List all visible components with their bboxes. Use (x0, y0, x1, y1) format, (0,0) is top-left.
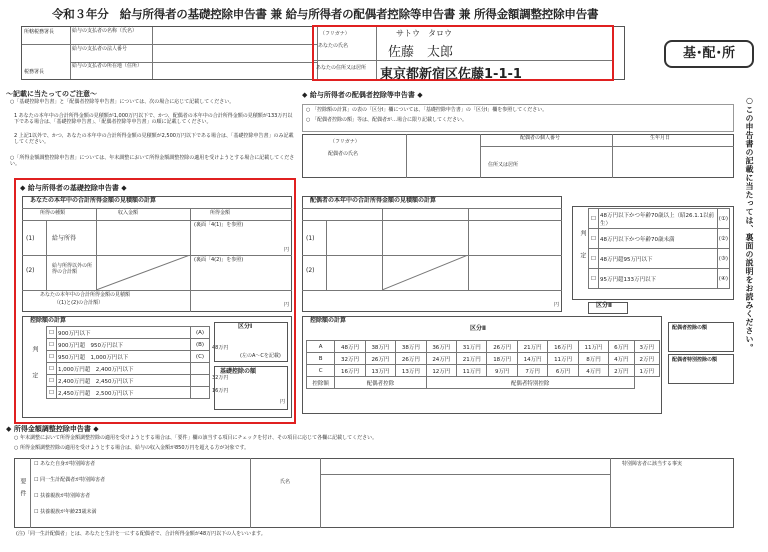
spouse-deduction-label: 配偶者控除の額 (672, 325, 708, 331)
yoken-label: 要件 (18, 478, 26, 502)
page-title: 令和３年分 給与所得者の基礎控除申告書 兼 給与所得者の配偶者控除等申告書 兼 所得金額調整控除申告書 (52, 7, 599, 21)
amount-48: 48万円 (212, 345, 229, 351)
basic-deduction-title: 控除額の計算 (30, 317, 67, 324)
family-name-label: 氏名 (280, 479, 291, 485)
ref-1: (裏面「4(1)」を参照) (194, 222, 244, 228)
class1-note: (左のA～Cを記載) (240, 353, 281, 359)
side-note: ○この申告書の記載に当たっては、裏面の説明をお読みください。 (745, 96, 754, 352)
spouse-class-table: A 48万円 38万円 38万円 36万円 31万円 26万円 21万円 16万円 11万円 6万円 3万円 B 32万円 26万円 26万円 24万円 21万円 18万円 14万円 11万円 8万円 4万円 2万円 C 16万円 13万円 13万円 12万円 11万円 9万円 7万円 6万円 4万円 2万円 1万円 控除額 配偶者控除 配偶者特別控除 (306, 340, 660, 389)
furigana-value[interactable]: サトウ タロウ (396, 29, 452, 38)
req-2[interactable]: ☐ 扶養親族が特別障害者 (34, 493, 91, 499)
tax-office-label: 所轄税務署長 (24, 29, 55, 35)
notes-heading: ～記載に当たってのご注意～ (6, 90, 97, 98)
col-type: 所得の種類 (40, 210, 66, 216)
adjust-footer: (注)「同一生計配偶者」とは、あなたと生計を一にする配偶者で、合計所得金額が48万円以下の人をいいます。 (16, 531, 266, 537)
form-stamp: 基･配･所 (664, 40, 754, 68)
ref-2: (裏面「4(2)」を参照) (194, 257, 244, 263)
spouse-deduction-title: 控除額の計算 (310, 317, 347, 324)
row-salary: 給与所得 (52, 235, 77, 242)
spouse-heading: ◆ 給与所得者の配偶者控除等申告書 ◆ (302, 91, 423, 99)
basic-income-title: あなたの本年中の合計所得金額の見積額の計算 (30, 197, 157, 204)
req-1[interactable]: ☐ 同一生計配偶者が特別障害者 (34, 477, 106, 483)
amount-32: 32万円 (212, 375, 229, 381)
basic-range-table: ☐ 900万円以下 (A) ☐ 900万円超 950万円以下 (B) ☐ 950万円超 1,000万円以下 (C) ☐ 1,000万円超 2,400万円以下 ☐ 2,400万円超 2,450万円以下 ☐ 2,450万円超 2,500万円以下 (46, 326, 210, 399)
notes-item-1: 1 あなたの本年中の合計所得金額の見積額が1,000万円以下で、かつ、配偶者の本年中の合計所得金額の見積額が133万円以下である場合は、「基礎控除申告書」、「配偶者控除等申告書」の順に記載してください。 (14, 113, 293, 125)
spouse-furigana-label: （フリガナ） (330, 139, 360, 145)
class1-label: 区分Ⅰ (238, 323, 253, 330)
req-0[interactable]: ☐ あなた自身が特別障害者 (34, 461, 96, 467)
basic-deduction-label: 基礎控除の額 (220, 368, 257, 375)
spouse-income-title: 配偶者の本年中の合計所得金額の見積額の計算 (310, 197, 437, 204)
adjust-heading: ◆ 所得金額調整控除申告書 ◆ (6, 425, 99, 433)
furigana-label: （フリガナ） (320, 31, 350, 37)
req-3[interactable]: ☐ 扶養親族が年齢23歳未満 (34, 509, 97, 515)
address-label: あなたの住所又は居所 (316, 65, 367, 71)
col-amount: 所得金額 (210, 210, 231, 216)
payer-address-label: 給与の支払者の所在地（住所） (72, 63, 143, 69)
spouse-address-label: 住所又は居所 (488, 162, 519, 168)
basic-heading: ◆ 給与所得者の基礎控除申告書 ◆ (20, 184, 127, 192)
payer-number-label: 給与の支払者の法人番号 (72, 46, 128, 52)
notes-item-0: ○「基礎控除申告書」と「配偶者控除等申告書」については、次の場合に応じて記載してください。 (10, 99, 235, 105)
class2-header: 区分Ⅱ (470, 325, 486, 332)
special-dis-label: 特別障害者に該当する事実 (622, 461, 683, 467)
spouse-name-label: 配偶者の氏名 (328, 151, 359, 157)
spouse-number-label: 配偶者の個人番号 (520, 135, 561, 141)
notes-item-3: ○「所得金額調整控除申告書」については、年末調整において所得金額調整控除の適用を受けようとする場合に記載してください。 (10, 155, 295, 167)
name-value[interactable]: 佐藤 太郎 (388, 45, 454, 60)
notes-item-2: 2 上記1以外で、かつ、あなたの本年中の合計所得金額の見積額が2,500万円以下である場合は、「基礎控除申告書」のみ記載してください。 (14, 133, 294, 145)
name-label: あなたの氏名 (318, 43, 349, 49)
class2-box-label: 区分Ⅱ (596, 302, 612, 309)
amount-16: 16万円 (212, 388, 229, 394)
adjust-note-1: ○ 所得金額調整控除の適用を受けようとする場合は、給与の収入金額が850万円を超える方が対象です。 (14, 445, 250, 451)
special-deduction-label: 配偶者特別控除の額 (672, 357, 718, 363)
tax-office-suffix: 税務署長 (24, 69, 45, 75)
row-other: 給与所得以外の所得の合計額 (52, 263, 93, 275)
adjust-note-0: ○ 年末調整において所得金額調整控除の適用を受けようとする場合は、「要件」欄の該当する項目にチェックを付け、その項目に応じて各欄に記載してください。 (14, 435, 378, 441)
spouse-birth-label: 生年月日 (650, 135, 671, 141)
payer-name-label: 給与の支払者の名称（氏名） (72, 28, 138, 34)
address-value[interactable]: 東京都新宿区佐藤1-1-1 (380, 67, 522, 82)
col-income: 収入金額 (118, 210, 139, 216)
total-label: あなたの本年中の合計所得金額の見積額 (40, 292, 131, 298)
total-sub: （(1)と(2)の合計額） (54, 300, 104, 306)
judge-label: 判定 (30, 346, 38, 398)
spouse-judge-table: ☐ 48万円以下かつ年齢70歳以上（昭26.1.1以前生） (①) ☐ 48万円以下かつ年齢70歳未満 (②) ☐ 48万円超95万円以下 (③) ☐ 95万円超133万円以下 (④) (588, 208, 730, 289)
